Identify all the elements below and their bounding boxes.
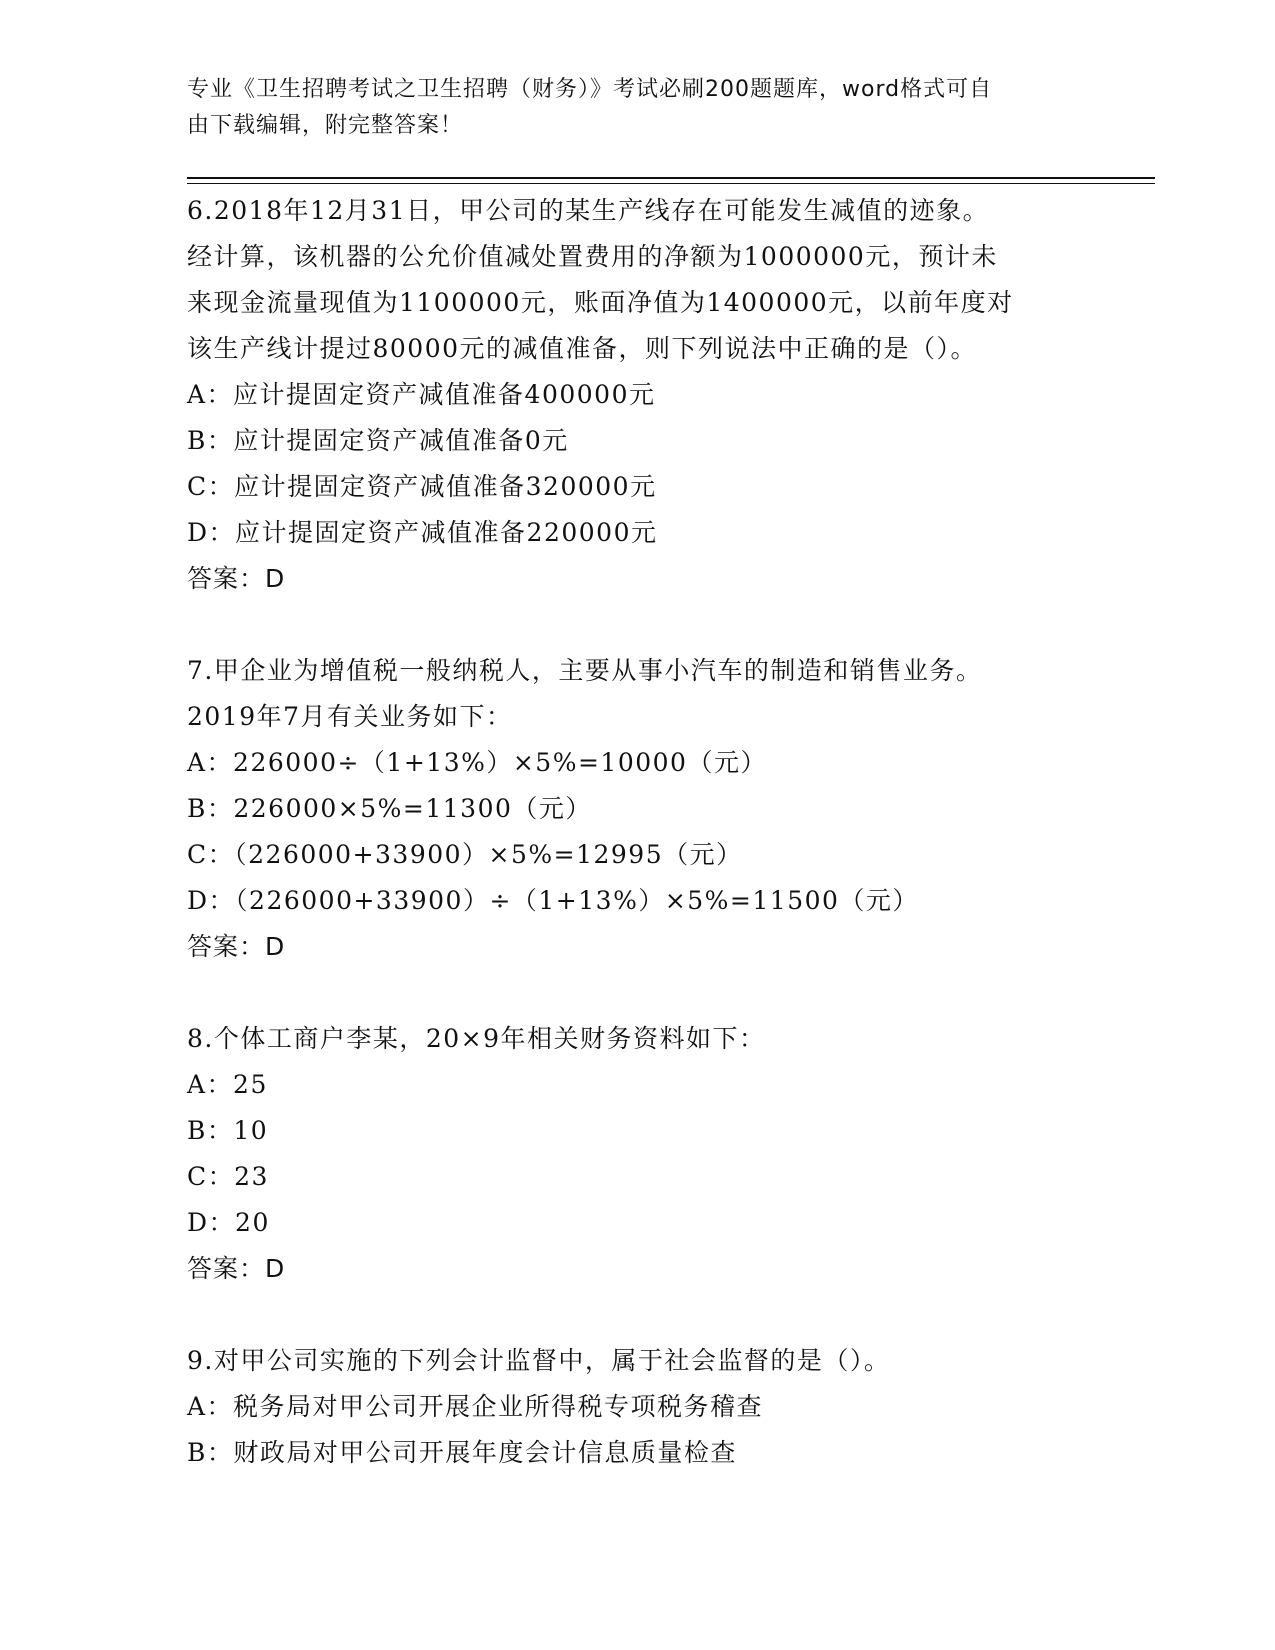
option-c: C：应计提固定资产减值准备320000元: [187, 472, 657, 501]
header-line-1: 专业《卫生招聘考试之卫生招聘（财务）》考试必刷200题题库，word格式可自: [187, 77, 993, 102]
option-b: B：10: [187, 1116, 269, 1145]
answer-line: 答案：D: [187, 1254, 286, 1283]
question-7: [187, 648, 1067, 970]
option-a: A：应计提固定资产减值准备400000元: [187, 380, 656, 409]
option-a: A：25: [187, 1070, 268, 1099]
question-text: 7.甲企业为增值税一般纳税人，主要从事小汽车的制造和销售业务。: [187, 656, 983, 685]
question-text: 该生产线计提过80000元的减值准备，则下列说法中正确的是（）。: [187, 334, 978, 363]
header-divider-thin: [187, 183, 1155, 184]
answer-line: 答案：D: [187, 564, 286, 593]
question-text: 8.个体工商户李某，20×9年相关财务资料如下：: [187, 1024, 766, 1053]
option-d: D：（226000+33900）÷（1+13%）×5%=11500（元）: [187, 886, 919, 915]
question-text: 2019年7月有关业务如下：: [187, 702, 513, 731]
question-6: [187, 188, 1067, 602]
header-line-2: 由下载编辑，附完整答案！: [187, 113, 464, 138]
question-text: 6.2018年12月31日，甲公司的某生产线存在可能发生减值的迹象。: [187, 196, 990, 225]
question-8: [187, 1016, 1067, 1292]
document-header: [187, 72, 1067, 144]
option-b: B：财政局对甲公司开展年度会计信息质量检查: [187, 1438, 737, 1467]
question-9: [187, 1338, 1067, 1476]
question-text: 来现金流量现值为1100000元，账面净值为1400000元，以前年度对: [187, 288, 1014, 317]
option-b: B：应计提固定资产减值准备0元: [187, 426, 569, 455]
option-b: B：226000×5%=11300（元）: [187, 794, 592, 823]
option-c: C：23: [187, 1162, 269, 1191]
question-text: 经计算，该机器的公允价值减处置费用的净额为1000000元，预计未: [187, 242, 998, 271]
option-d: D：应计提固定资产减值准备220000元: [187, 518, 658, 547]
option-c: C：（226000+33900）×5%=12995（元）: [187, 840, 743, 869]
answer-line: 答案：D: [187, 932, 286, 961]
question-text: 9.对甲公司实施的下列会计监督中，属于社会监督的是（）。: [187, 1346, 891, 1375]
option-a: A：税务局对甲公司开展企业所得税专项税务稽查: [187, 1392, 764, 1421]
header-divider-thick: [187, 177, 1155, 179]
option-d: D：20: [187, 1208, 270, 1237]
question-list: [187, 188, 1067, 1522]
option-a: A：226000÷（1+13%）×5%=10000（元）: [187, 748, 767, 777]
